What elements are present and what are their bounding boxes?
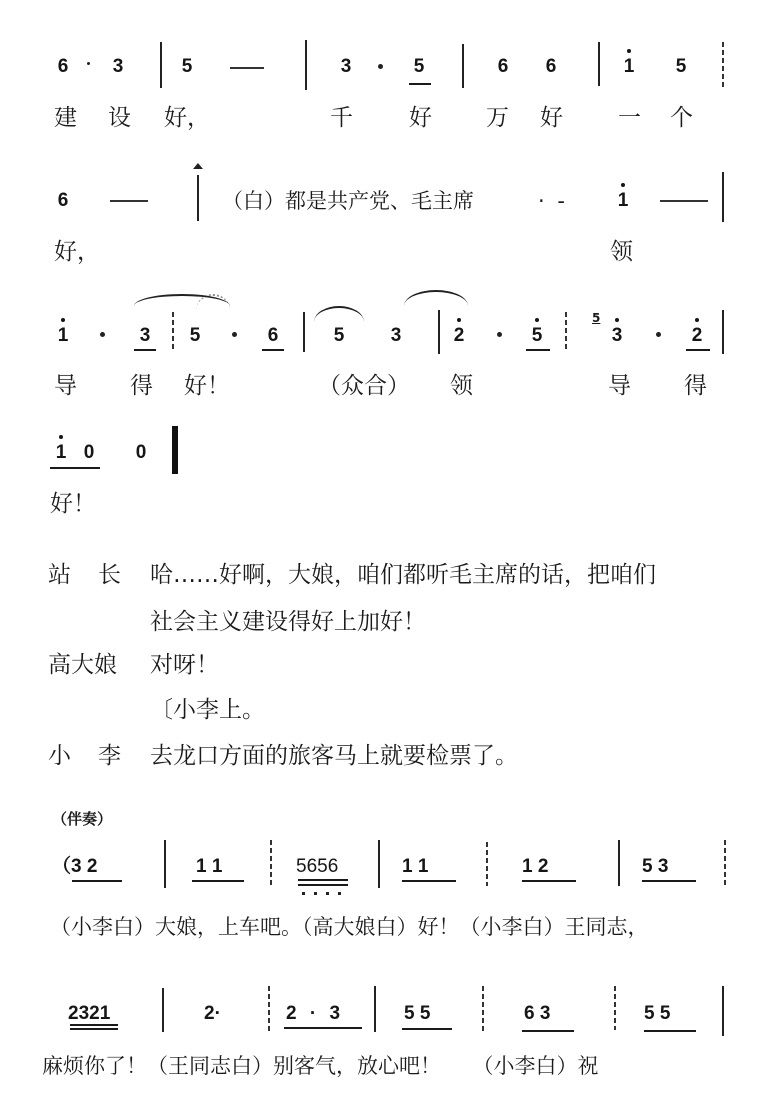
fermata-icon [193, 163, 203, 169]
lyric: 个 [670, 105, 693, 131]
note: 1 [50, 442, 72, 464]
underline [526, 349, 550, 351]
barline [197, 175, 199, 221]
barline [164, 840, 166, 888]
barline [618, 840, 620, 886]
note: 6 [57, 56, 69, 77]
underline [192, 880, 244, 882]
underline [50, 467, 100, 469]
note: 3 [139, 325, 151, 346]
underline [644, 1030, 696, 1032]
underline [70, 1024, 118, 1026]
note: 5 [189, 325, 201, 346]
lyric: 导 [54, 373, 77, 399]
lyric: 一 [618, 105, 641, 131]
lyric: 好， [164, 105, 210, 131]
lyric: 好， [54, 239, 100, 265]
note: 5 [181, 56, 193, 77]
note: 1 [612, 190, 634, 212]
underline [72, 880, 122, 882]
slur [404, 290, 468, 306]
augmentation-dot [656, 332, 661, 337]
section-label: （伴奏） [52, 810, 113, 828]
final-barline [172, 426, 178, 474]
underline [70, 1028, 118, 1030]
dash-sustain [230, 67, 264, 69]
note: 2 [686, 325, 708, 347]
dash-sustain [660, 200, 708, 202]
lyric: 千 [330, 105, 353, 131]
barline [303, 312, 305, 352]
underline [298, 884, 348, 886]
lyric: 万 [486, 105, 509, 131]
measure: 1 2 [522, 856, 549, 877]
note: 5 [333, 325, 345, 346]
underline [402, 1028, 452, 1030]
dot [87, 62, 90, 65]
spoken-text: （小李白）大娘，上车吧。（高大娘白）好！（小李白）王同志， [50, 915, 649, 939]
measure: 5 5 [404, 1003, 431, 1024]
note: 5 [526, 325, 548, 347]
measure: 6 3 [524, 1003, 551, 1024]
note: 6 [497, 56, 509, 77]
underline [642, 880, 696, 882]
dash-sustain [110, 200, 148, 202]
measure: （3 2 [52, 856, 98, 877]
note: 3 [606, 325, 628, 347]
barline [305, 40, 307, 90]
barline [374, 986, 376, 1032]
augmentation-dot [232, 332, 237, 337]
speaker-name: 高大娘 [48, 652, 117, 678]
lyric: 领 [610, 239, 633, 265]
barline-dashed [268, 986, 270, 1032]
measure: 5 3 [642, 856, 669, 877]
note: 0 [135, 442, 147, 463]
barline [722, 172, 724, 222]
barline-dashed [172, 312, 174, 352]
barline [378, 840, 380, 888]
barline-dashed [614, 986, 616, 1030]
underline [686, 349, 710, 351]
dash-sustain: · - [538, 189, 568, 213]
note: 0 [83, 442, 95, 463]
barline [462, 44, 464, 88]
measure: 1 1 [196, 856, 223, 877]
note: 5 [675, 56, 687, 77]
underline [298, 879, 348, 881]
note: 6 [545, 56, 557, 77]
lyric: 好！ [184, 373, 230, 399]
dialogue-line: 去龙口方面的旅客马上就要检票了。 [150, 743, 518, 769]
measure: 1 1 [402, 856, 429, 877]
underline [134, 349, 156, 351]
underline [522, 1030, 574, 1032]
speaker-name: 小 李 [48, 743, 123, 769]
note: 6 [267, 325, 279, 346]
underline [409, 83, 431, 85]
lyric: 好 [409, 105, 432, 131]
lyric: （众合） [318, 373, 410, 399]
lyric: 得 [130, 373, 153, 399]
slur [314, 306, 364, 322]
dialogue-line: 对呀！ [150, 652, 219, 678]
note: 1 [52, 325, 74, 347]
barline-dashed [565, 312, 567, 352]
underline [284, 1027, 362, 1029]
measure: 2· [204, 1003, 221, 1024]
measure: 5656 [296, 856, 339, 877]
underline [402, 880, 456, 882]
lyric: 设 [108, 105, 131, 131]
lyric: 好 [540, 105, 563, 131]
note: 1 [618, 56, 640, 78]
lyric: 领 [450, 373, 473, 399]
lyric: 建 [54, 105, 77, 131]
barline [438, 310, 440, 354]
barline [722, 986, 724, 1036]
dialogue-line: 哈……好啊，大娘，咱们都听毛主席的话，把咱们 [150, 562, 656, 588]
grace-note: 5 [592, 311, 601, 325]
measure: 2 · 3 [286, 1003, 345, 1024]
barline [598, 42, 600, 86]
barline-dashed [486, 842, 488, 886]
note: 6 [57, 190, 69, 211]
lyric: 导 [608, 373, 631, 399]
barline [722, 310, 724, 354]
barline-dashed [270, 840, 272, 886]
measure: 5 5 [644, 1003, 671, 1024]
spoken-text: 麻烦你了！（王同志白）别客气，放心吧！ （小李白）祝 [42, 1054, 599, 1078]
augmentation-dot [100, 332, 105, 337]
augmentation-dot [497, 332, 502, 337]
note: 5 [413, 56, 425, 77]
barline-dashed [724, 840, 726, 888]
underline [522, 880, 576, 882]
lyric: 得 [684, 373, 707, 399]
lyric: 好！ [50, 491, 96, 517]
note: 2 [448, 325, 470, 347]
stage-direction: 〔小李上。 [150, 697, 265, 723]
speaker-name: 站 长 [48, 562, 123, 588]
augmentation-dot [378, 64, 383, 69]
barline-dashed [722, 42, 724, 88]
underline [262, 349, 284, 351]
note: 3 [390, 325, 402, 346]
note: 3 [112, 56, 124, 77]
barline [160, 42, 162, 88]
barline [162, 988, 164, 1032]
dialogue-line: 社会主义建设得好上加好！ [150, 609, 426, 635]
measure: 2321 [68, 1003, 111, 1024]
barline-dashed [482, 986, 484, 1032]
low-octave-dots [302, 892, 346, 895]
note: 3 [340, 56, 352, 77]
spoken-text: （白）都是共产党、毛主席 [222, 189, 474, 213]
